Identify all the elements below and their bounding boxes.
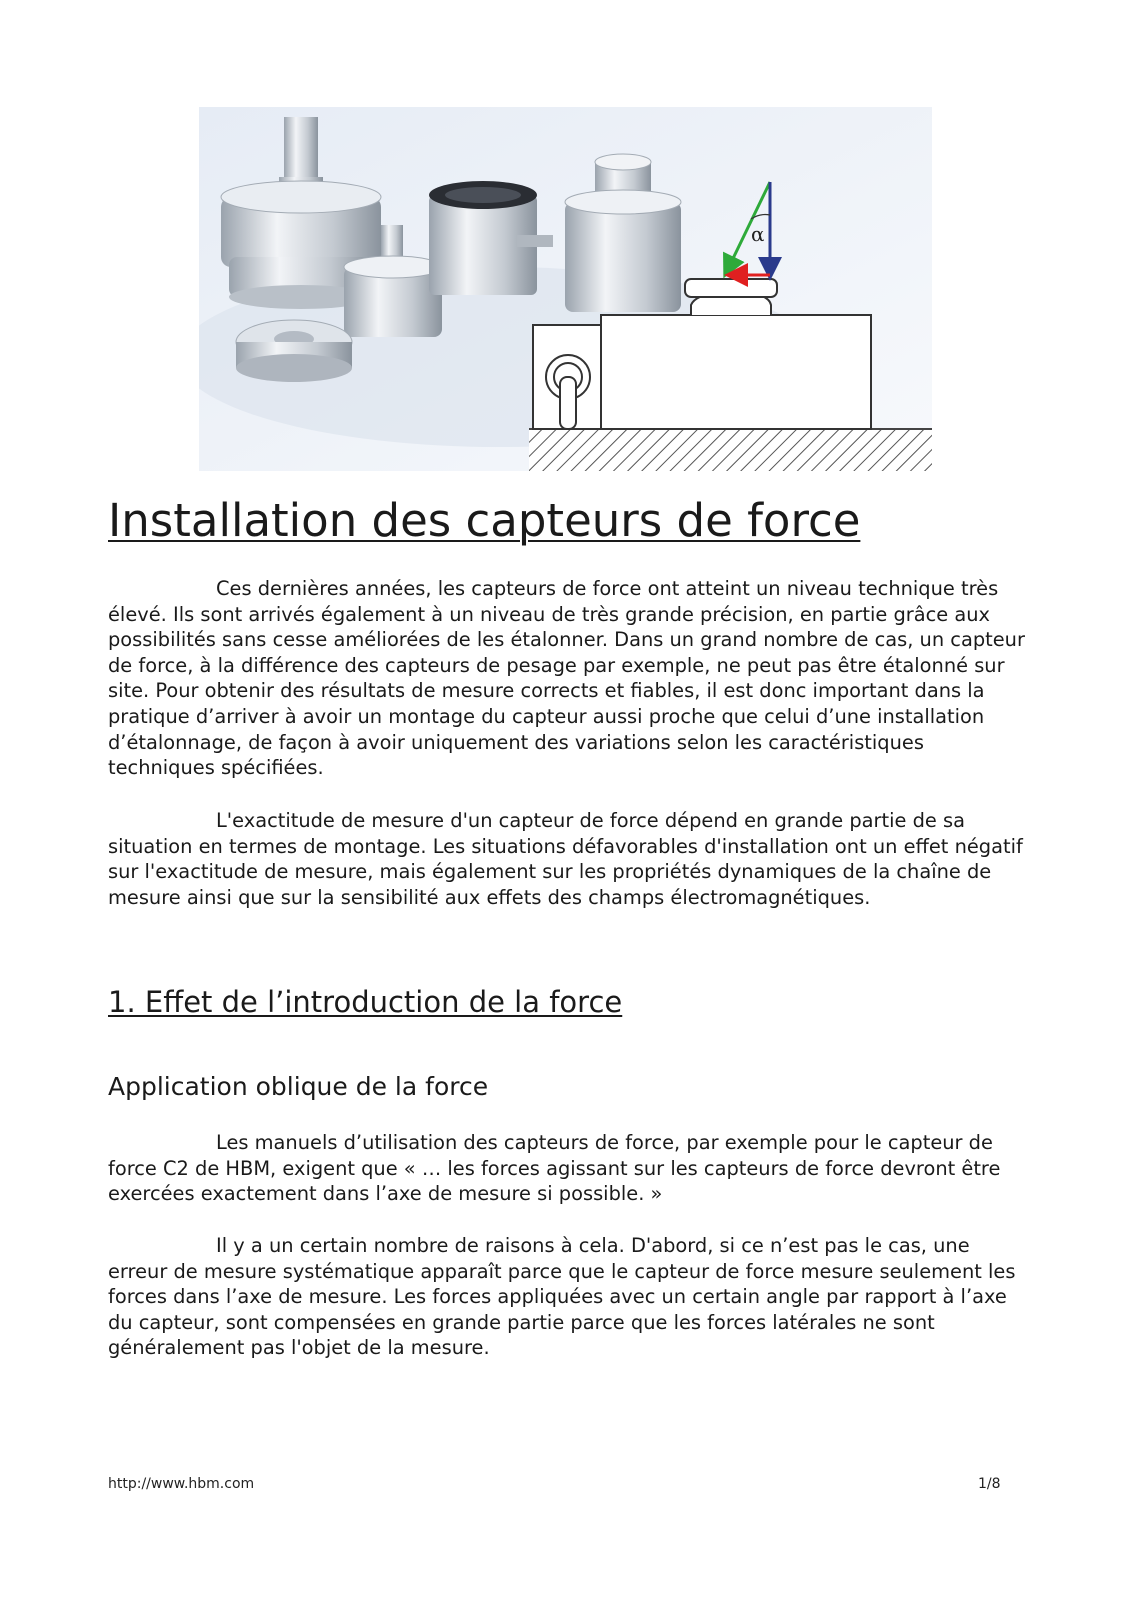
section-paragraph-2: Il y a un certain nombre de raisons à cela. D'abord, si ce n’est pas le cas, une erreur de mesure systématique apparaît parce que le capteur de force mesure seulement les forces dans l’axe de mesure. Les forces appliquées avec un certain angle par rapport à l’axe du capteur, sont compensées en grande partie parce que les forces latérales ne sont généralement pas l'objet de la mesure. [108, 1234, 1016, 1360]
sensor-disc [236, 320, 352, 382]
intro-paragraph-1: Ces dernières années, les capteurs de force ont atteint un niveau technique très élevé. Ils sont arrivés également à un niveau de très grande précision, en partie grâce aux possibilités sans cesse améliorées de les étalonner. Dans un grand nombre de cas, un capteur de force, à la différence des capteurs de pesage par exemple, ne peut pas être étalonné sur site. Pour obtenir des résultats de mesure corrects et fiables, il est donc important dans la pratique d’arriver à avoir un montage du capteur aussi proche que celui d’une installation d’étalonnage, de façon à avoir uniquement des variations selon les caractéristiques techniques spécifiées. [108, 577, 1025, 780]
sensor-cylinder [429, 181, 553, 295]
page-title: Installation des capteurs de force [108, 494, 861, 547]
intro-paragraph-2: L'exactitude de mesure d'un capteur de force dépend en grande partie de sa situation en termes de montage. Les situations défavorables d'installation ont un effet négatif sur l'exactitude de mesure, mais également sur les propriétés dynamiques de la chaîne de mesure ainsi que sur la sensibilité aux effets des champs électromagnétiques. [108, 809, 1023, 909]
hero-image [199, 107, 932, 471]
footer-url: http://www.hbm.com [108, 1476, 255, 1492]
angle-alpha-label: α [751, 222, 765, 246]
subsection-heading: Application oblique de la force [108, 1072, 489, 1101]
footer-page-number: 1/8 [978, 1476, 1001, 1492]
section-paragraph-1: Les manuels d’utilisation des capteurs de force, par exemple pour le capteur de force C2 de HBM, exigent que « … les forces agissant sur les capteurs de force devront être exercées exactement dans l’axe de mesure si possible. » [108, 1131, 1001, 1206]
section-heading: 1. Effet de l’introduction de la force [108, 985, 623, 1019]
force-sensors-illustration [199, 107, 932, 471]
